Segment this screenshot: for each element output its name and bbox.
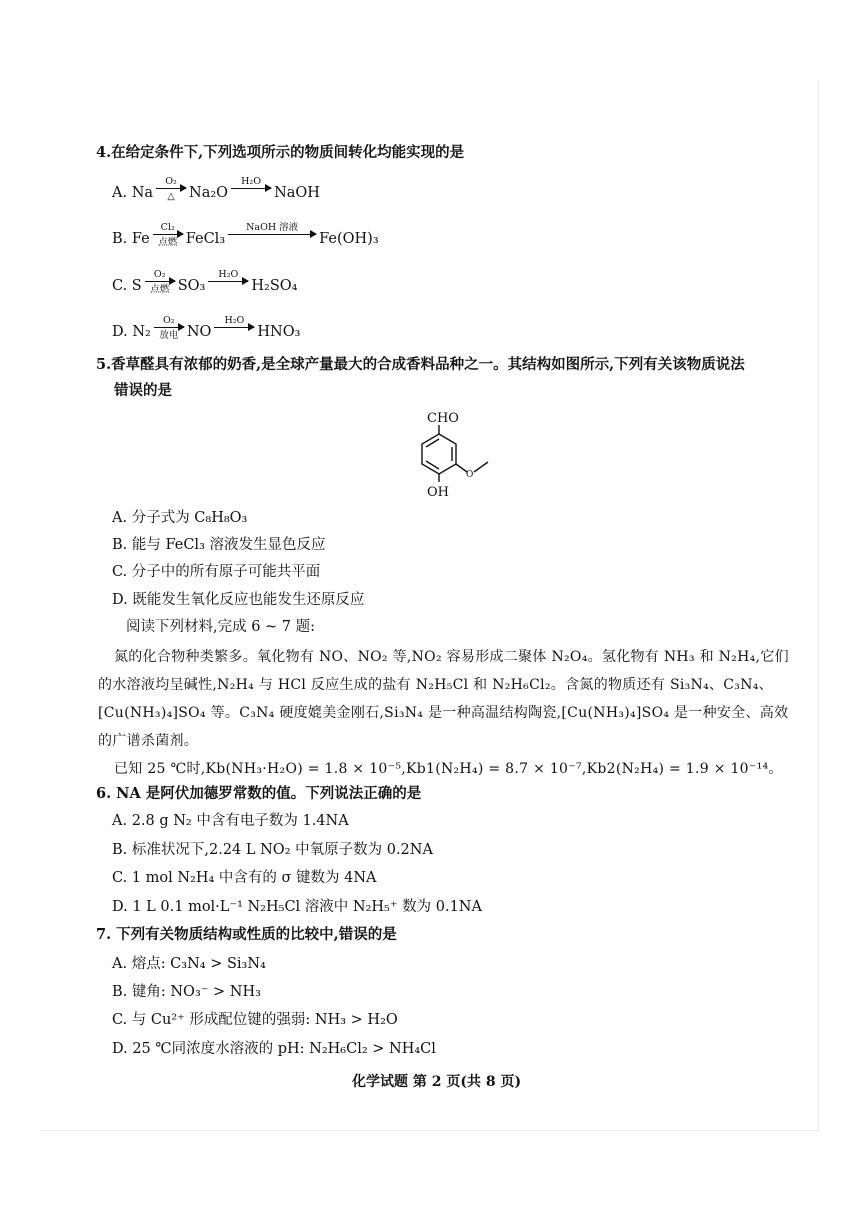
q7-option-d: D. 25 ℃同浓度水溶液的 pH: N₂H₆Cl₂ > NH₄Cl <box>112 1041 436 1057</box>
arrow-condition-bottom: 放电 <box>159 330 179 341</box>
q6-option-c: C. 1 mol N₂H₄ 中含有的 σ 键数为 4NA <box>112 870 377 886</box>
q4-a-reactant: A. Na <box>112 184 154 201</box>
q5-option-d: D. 既能发生氧化反应也能发生还原反应 <box>112 592 365 608</box>
arrow-condition-top: H₂O <box>218 269 239 280</box>
arrow-condition-bottom: △ <box>167 191 175 202</box>
reaction-arrow-icon <box>145 270 175 295</box>
arrow-condition-top: Cl₂ <box>160 222 175 233</box>
benzene-ring-icon <box>422 425 488 482</box>
scan-edge <box>818 80 819 1130</box>
q4-a-product2: NaOH <box>274 184 320 201</box>
reaction-arrow-icon <box>156 177 186 202</box>
material-paragraph-line2: 的水溶液均呈碱性,N₂H₄ 与 HCl 反应生成的盐有 N₂H₅Cl 和 N₂H₆Cl₂。含氮的物质还有 Si₃N₄、C₃N₄、 <box>98 677 773 693</box>
q6-option-a: A. 2.8 g N₂ 中含有电子数为 1.4NA <box>112 813 349 829</box>
material-intro: 阅读下列材料,完成 6 ~ 7 题: <box>126 619 316 635</box>
reaction-arrow-icon <box>231 177 271 202</box>
q6-option-d: D. 1 L 0.1 mol·L⁻¹ N₂H₅Cl 溶液中 N₂H₅⁺ 数为 0.1NA <box>112 899 482 915</box>
material-constants: 已知 25 ℃时,Kb(NH₃·H₂O) = 1.8 × 10⁻⁵,Kb1(N₂H₄) = 8.7 × 10⁻⁷,Kb2(N₂H₄) = 1.9 × 10⁻¹⁴。 <box>114 761 783 777</box>
arrow-condition-top: O₂ <box>163 315 175 326</box>
q4-d-product2: HNO₃ <box>257 323 301 340</box>
q4-option-a <box>112 176 320 205</box>
reaction-arrow-icon <box>214 316 254 341</box>
q6-option-b: B. 标准状况下,2.24 L NO₂ 中氧原子数为 0.2NA <box>112 842 433 858</box>
q7-option-c: C. 与 Cu²⁺ 形成配位键的强弱: NH₃ > H₂O <box>112 1012 398 1028</box>
page-footer: 化学试题 第 2 页(共 8 页) <box>352 1074 522 1090</box>
q4-b-product1: FeCl₃ <box>185 230 226 247</box>
arrow-condition-top: NaOH 溶液 <box>246 222 299 233</box>
q4-option-d <box>112 315 301 344</box>
scan-edge-bottom <box>40 1130 820 1131</box>
reaction-arrow-icon <box>154 316 184 341</box>
arrow-condition-top: H₂O <box>224 315 245 326</box>
arrow-condition-top: O₂ <box>153 269 166 280</box>
q5-option-a: A. 分子式为 C₈H₈O₃ <box>112 510 248 526</box>
vanillin-structure-diagram <box>395 400 505 500</box>
structure-label-cho: CHO <box>427 411 459 426</box>
q4-option-b <box>112 222 379 251</box>
q4-c-product2: H₂SO₄ <box>251 277 298 294</box>
reaction-arrow-icon <box>153 223 183 248</box>
q7-option-a: A. 熔点: C₃N₄ > Si₃N₄ <box>112 956 266 972</box>
q4-stem: 4.在给定条件下,下列选项所示的物质间转化均能实现的是 <box>96 144 465 161</box>
q4-c-product1: SO₃ <box>177 277 206 294</box>
q6-stem: 6. NA 是阿伏加德罗常数的值。下列说法正确的是 <box>96 785 422 802</box>
q4-d-reactant: D. N₂ <box>112 323 151 340</box>
q7-stem: 7. 下列有关物质结构或性质的比较中,错误的是 <box>96 926 397 943</box>
q4-option-c <box>112 269 298 298</box>
q4-c-reactant: C. S <box>112 277 142 294</box>
svg-text:O: O <box>466 470 474 480</box>
material-paragraph-line3: [Cu(NH₃)₄]SO₄ 等。C₃N₄ 硬度媲美金刚石,Si₃N₄ 是一种高温结构陶瓷,[Cu(NH₃)₄]SO₄ 是一种安全、高效 <box>98 705 789 721</box>
q5-stem-line1: 5.香草醛具有浓郁的奶香,是全球产量最大的合成香料品种之一。其结构如图所示,下列有关该物质说法 <box>96 356 745 373</box>
arrow-condition-bottom: 点燃 <box>158 237 178 248</box>
structure-label-oh: OH <box>427 485 449 500</box>
arrow-condition-top: O₂ <box>165 176 177 187</box>
arrow-condition-top: H₂O <box>241 176 262 187</box>
q5-stem-line2: 错误的是 <box>114 382 172 399</box>
material-paragraph-line4: 的广谱杀菌剂。 <box>98 733 199 749</box>
arrow-condition-bottom: 点燃 <box>150 284 170 295</box>
q4-b-reactant: B. Fe <box>112 230 150 247</box>
q5-option-c: C. 分子中的所有原子可能共平面 <box>112 564 321 580</box>
q7-option-b: B. 键角: NO₃⁻ > NH₃ <box>112 984 261 1000</box>
reaction-arrow-icon <box>208 270 248 295</box>
q4-a-product1: Na₂O <box>189 184 229 201</box>
q4-b-product2: Fe(OH)₃ <box>319 230 379 247</box>
material-paragraph-line1: 氮的化合物种类繁多。氧化物有 NO、NO₂ 等,NO₂ 容易形成二聚体 N₂O₄。氢化物有 NH₃ 和 N₂H₄,它们 <box>114 649 789 665</box>
q5-option-b: B. 能与 FeCl₃ 溶液发生显色反应 <box>112 537 326 553</box>
q4-d-product1: NO <box>186 323 212 340</box>
reaction-arrow-icon <box>228 223 316 248</box>
